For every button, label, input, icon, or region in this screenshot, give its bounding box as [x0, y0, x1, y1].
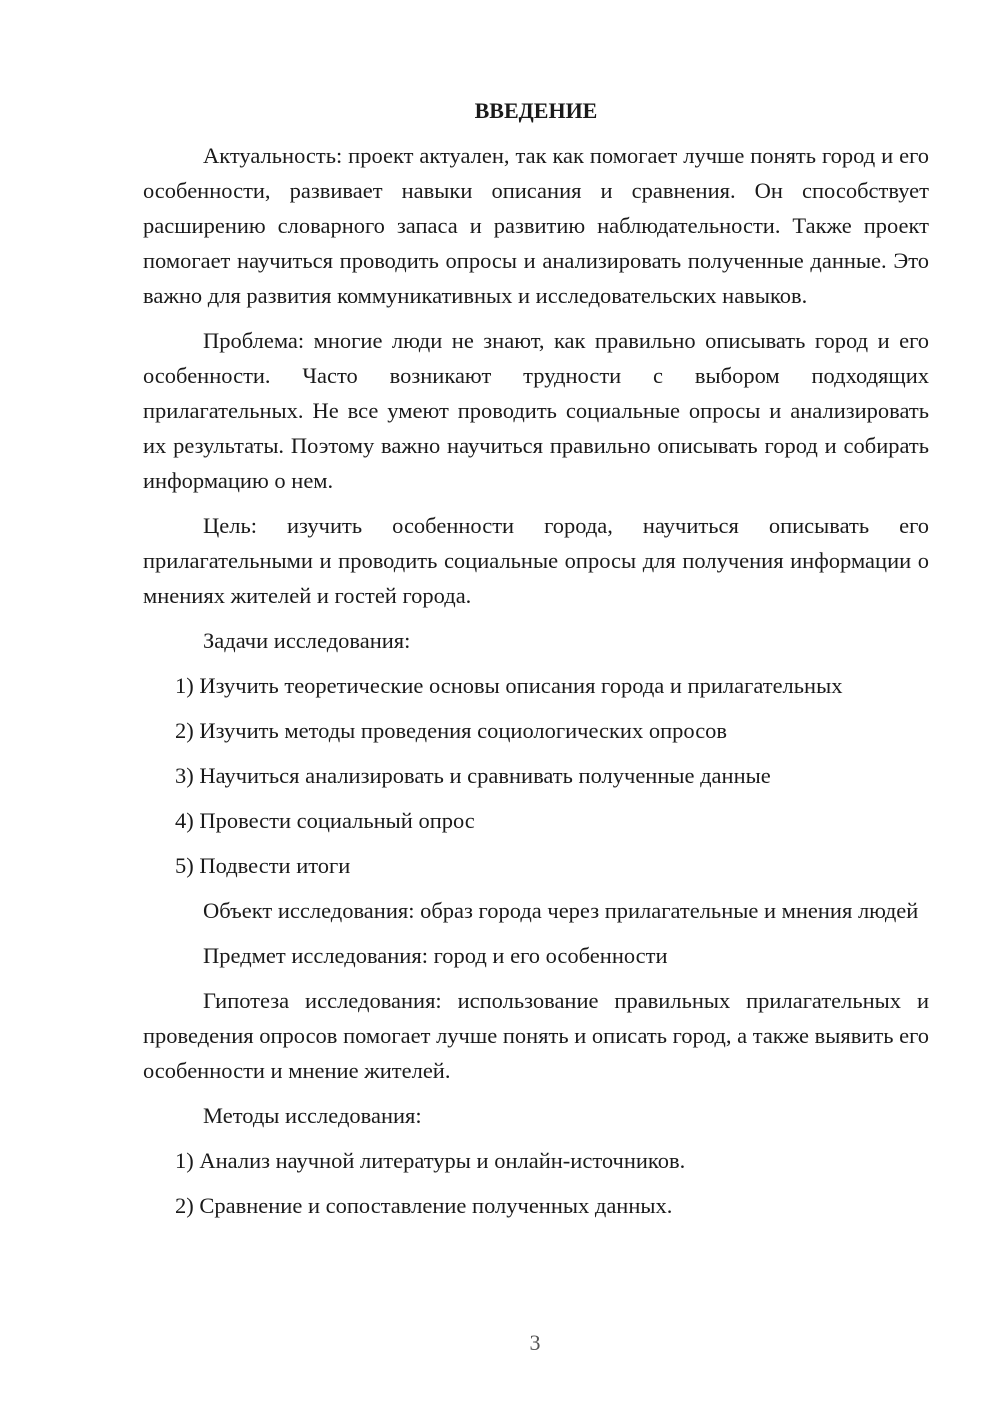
task-item-4: 4) Провести социальный опрос — [175, 808, 475, 833]
task-item-3: 3) Научиться анализировать и сравнивать полученные данные — [175, 763, 771, 788]
problem-paragraph: Проблема: многие люди не знают, как правильно описывать город и его особенности. Часто возникают трудности с выбором подходящих прилагательных. Не все умеют проводить социальные опросы и анализировать их результаты. Поэтому важно научиться правильно описывать город и собирать информацию о нем. — [143, 328, 929, 493]
subject-paragraph: Предмет исследования: город и его особенности — [203, 943, 668, 968]
method-item-2: 2) Сравнение и сопоставление полученных данных. — [175, 1193, 673, 1218]
page-number: 3 — [529, 1330, 541, 1355]
methods-label: Методы исследования: — [203, 1103, 422, 1128]
goal-paragraph: Цель: изучить особенности города, научиться описывать его прилагательными и проводить социальные опросы для получения информации о мнениях жителей и гостей города. — [143, 513, 929, 608]
task-item-5: 5) Подвести итоги — [175, 853, 351, 878]
method-item-1: 1) Анализ научной литературы и онлайн-источников. — [175, 1148, 686, 1173]
section-title: ВВЕДЕНИЕ — [474, 98, 598, 123]
object-paragraph: Объект исследования: образ города через прилагательные и мнения людей — [203, 898, 919, 923]
page-content — [143, 94, 929, 1233]
task-item-2: 2) Изучить методы проведения социологических опросов — [175, 718, 728, 743]
hypothesis-paragraph: Гипотеза исследования: использование правильных прилагательных и проведения опросов помогает лучше понять и описать город, а также выявить его особенности и мнение жителей. — [143, 988, 929, 1083]
tasks-label: Задачи исследования: — [203, 628, 411, 653]
relevance-paragraph: Актуальность: проект актуален, так как помогает лучше понять город и его особенности, развивает навыки описания и сравнения. Он способствует расширению словарного запаса и развитию наблюдательности. Также проект помогает научиться проводить опросы и анализировать полученные данные. Это важно для развития коммуникативных и исследовательских навыков. — [143, 143, 929, 308]
task-item-1: 1) Изучить теоретические основы описания города и прилагательных — [175, 673, 843, 698]
